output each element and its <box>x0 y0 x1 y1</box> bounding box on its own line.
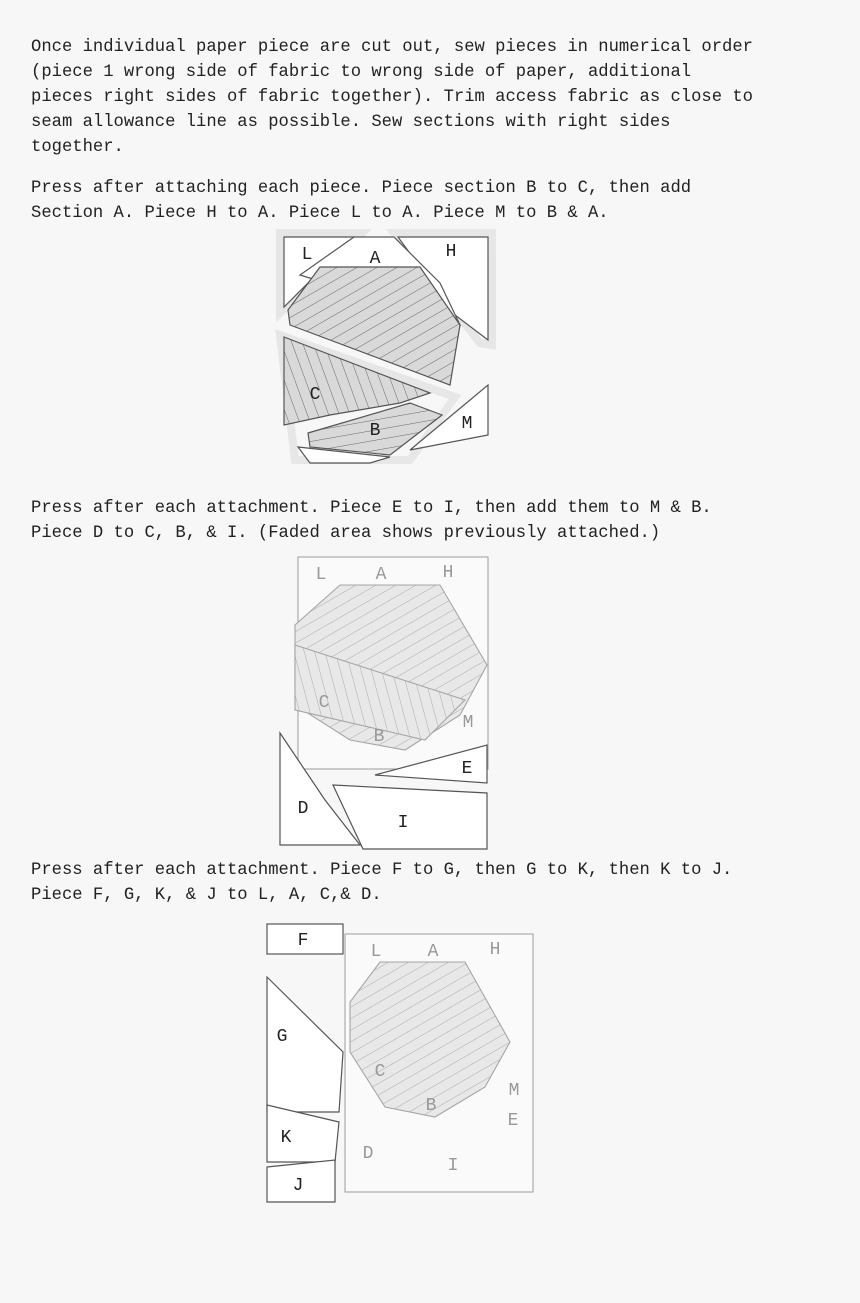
quilt-diagram-2 <box>265 545 505 845</box>
label-l: L <box>370 942 382 962</box>
instruction-line: Piece D to C, B, & I. (Faded area shows previously attached.) <box>31 524 661 543</box>
instruction-step-4 <box>31 858 846 908</box>
label-d: D <box>297 799 309 819</box>
instruction-line: Piece F, G, K, & J to L, A, C,& D. <box>31 886 382 905</box>
label-b: B <box>425 1096 437 1116</box>
instruction-line: Press after attaching each piece. Piece section B to C, then add <box>31 179 692 198</box>
quilt-diagram-1 <box>270 225 505 475</box>
label-i: I <box>447 1156 459 1176</box>
label-e: E <box>461 759 473 779</box>
label-j: J <box>292 1176 304 1196</box>
label-h: H <box>442 563 454 583</box>
instruction-step-1 <box>31 35 846 160</box>
piece-k <box>267 1105 339 1162</box>
quilt-diagram-3 <box>255 912 545 1217</box>
label-c: C <box>374 1062 386 1082</box>
instruction-line: (piece 1 wrong side of fabric to wrong side of paper, additional <box>31 63 692 82</box>
label-e: E <box>507 1111 519 1131</box>
label-a: A <box>369 249 381 269</box>
label-l: L <box>315 565 327 585</box>
label-l: L <box>301 245 313 265</box>
instruction-line: together. <box>31 138 124 157</box>
instruction-line: Section A. Piece H to A. Piece L to A. Piece M to B & A. <box>31 204 609 223</box>
label-m: M <box>508 1081 520 1101</box>
label-b: B <box>373 727 385 747</box>
label-a: A <box>427 942 439 962</box>
label-d: D <box>362 1144 374 1164</box>
instruction-step-2 <box>31 176 846 226</box>
label-i: I <box>397 813 409 833</box>
instruction-line: Press after each attachment. Piece F to G, then G to K, then K to J. <box>31 861 733 880</box>
instruction-step-3 <box>31 496 846 546</box>
label-c: C <box>309 385 321 405</box>
label-a: A <box>375 565 387 585</box>
label-f: F <box>297 931 309 951</box>
label-h: H <box>445 242 457 262</box>
label-m: M <box>462 713 474 733</box>
label-h: H <box>489 940 501 960</box>
label-m: M <box>461 414 473 434</box>
label-b: B <box>369 421 381 441</box>
instruction-line: Once individual paper piece are cut out, sew pieces in numerical order <box>31 38 753 57</box>
instruction-line: pieces right sides of fabric together). Trim access fabric as close to <box>31 88 753 107</box>
instruction-line: Press after each attachment. Piece E to I, then add them to M & B. <box>31 499 712 518</box>
label-g: G <box>276 1027 288 1047</box>
label-k: K <box>280 1128 292 1148</box>
label-c: C <box>318 693 330 713</box>
instruction-line: seam allowance line as possible. Sew sections with right sides <box>31 113 671 132</box>
